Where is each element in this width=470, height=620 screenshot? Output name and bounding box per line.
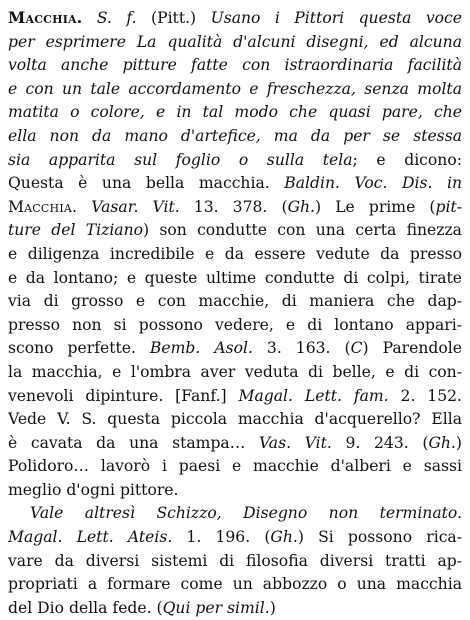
text-segment: Gh. — [270, 528, 298, 547]
text-line — [8, 290, 462, 314]
text-segment: 9. 243. ( — [331, 433, 429, 452]
text-segment: scono perfette. — [8, 339, 150, 358]
text-segment: Baldin. Voc. Dis. in — [284, 174, 462, 193]
text-segment: Qui per simil. — [162, 598, 270, 617]
text-segment: Vale altresì Schizzo, Disegno non terminato. — [30, 504, 462, 523]
text-line — [8, 337, 462, 361]
text-segment: Macchia. — [8, 8, 83, 27]
text-segment: pit- — [435, 197, 462, 216]
text-segment: Bemb. Asol. — [149, 339, 253, 358]
text-segment: ) Si possono rica- — [297, 528, 462, 547]
text-segment: 13. 378. ( — [179, 197, 288, 216]
text-segment: propriati a formare come un abbozzo o una macchia — [8, 575, 462, 594]
text-segment: e da lontano; e queste ultime condutte di colpi, tirate — [8, 268, 462, 287]
text-segment: vare da diversi sistemi di filosofia diversi tratti ap- — [8, 551, 462, 570]
text-line — [8, 243, 462, 267]
text-segment: S. f. — [96, 9, 137, 27]
text-segment: Macchia. — [8, 197, 78, 216]
text-line — [8, 149, 462, 173]
entry-body — [8, 6, 462, 620]
text-segment: Usano i Pittori questa voce — [210, 9, 462, 27]
text-line — [8, 550, 462, 574]
text-line — [8, 78, 462, 102]
text-segment: Vas. Vit. — [258, 433, 332, 452]
text-segment: del Dio della fede. ( — [8, 598, 163, 617]
text-segment: per esprimere La qualità d'alcuni disegni, ed alcuna — [8, 32, 462, 51]
text-line — [8, 502, 462, 526]
text-segment: C — [350, 339, 363, 358]
text-segment: Gh. — [428, 433, 456, 452]
text-segment: Magal. Lett. fam. — [238, 386, 389, 405]
text-segment: ) Parendole — [362, 339, 462, 358]
text-line — [8, 432, 462, 456]
text-segment: Magal. Lett. Ateis. — [8, 528, 173, 547]
text-segment: è cavata da una stampa… — [8, 433, 259, 452]
text-line — [8, 479, 462, 503]
text-segment: ) son condutte con una certa finezza — [143, 221, 462, 240]
text-segment: ture del Tiziano — [8, 221, 144, 240]
text-segment: Vasar. Vit. — [91, 197, 180, 216]
text-line — [8, 196, 462, 220]
text-segment: (Pitt.) — [136, 9, 211, 27]
text-segment: ) Le prime ( — [315, 197, 436, 216]
text-segment: venevoli dipinture. [Fanf.] — [8, 386, 239, 405]
text-segment: presso non si possono vedere, e di lontano appari- — [8, 315, 462, 334]
text-line — [8, 361, 462, 385]
text-segment: 2. 152. — [388, 386, 462, 405]
text-line — [8, 54, 462, 78]
text-line — [8, 6, 462, 31]
text-segment: ella non da mano d'artefice, ma da per se stessa — [8, 126, 462, 145]
text-segment: ) — [269, 598, 276, 617]
text-segment: e diligenza incredibile e da essere vedute da presso — [8, 244, 462, 263]
text-segment — [77, 198, 91, 216]
text-segment: Questa è una bella macchia. — [8, 174, 285, 193]
text-line — [8, 172, 462, 196]
text-line — [8, 408, 462, 432]
text-segment: la macchia, e l'ombra aver veduta di belle, e di con- — [8, 362, 462, 381]
text-segment: via di grosso e con macchie, di maniera che dap- — [8, 292, 462, 311]
text-segment: sia apparita sul foglio o sulla tela — [8, 150, 353, 169]
text-line — [8, 455, 462, 479]
text-segment: Polidoro… lavorò i paesi e macchie d'alberi e sassi — [8, 457, 462, 476]
text-segment: ) — [455, 433, 462, 452]
text-line — [8, 125, 462, 149]
text-segment: meglio d'ogni pittore. — [8, 480, 179, 499]
text-line — [8, 597, 462, 620]
text-segment: 3. 163. ( — [252, 339, 351, 358]
text-line — [8, 31, 462, 55]
text-line — [8, 385, 462, 409]
text-segment: 1. 196. ( — [172, 528, 271, 547]
text-line — [8, 219, 462, 243]
text-segment: Vede V. S. questa piccola macchia d'acquerello? Ella — [8, 410, 462, 429]
text-segment — [82, 9, 96, 27]
text-segment: matita o colore, e in tal modo che quasi pare, che — [8, 103, 462, 122]
text-segment: volta anche pitture fatte con istraordinaria facilità — [8, 56, 462, 75]
text-line — [8, 526, 462, 550]
text-segment: ; e dicono: — [352, 150, 462, 169]
text-segment: Gh. — [287, 197, 316, 216]
text-line — [8, 314, 462, 338]
text-segment: e con un tale accordamento e freschezza, senza molta — [8, 79, 462, 98]
text-line — [8, 573, 462, 597]
text-line — [8, 267, 462, 291]
text-line — [8, 101, 462, 125]
